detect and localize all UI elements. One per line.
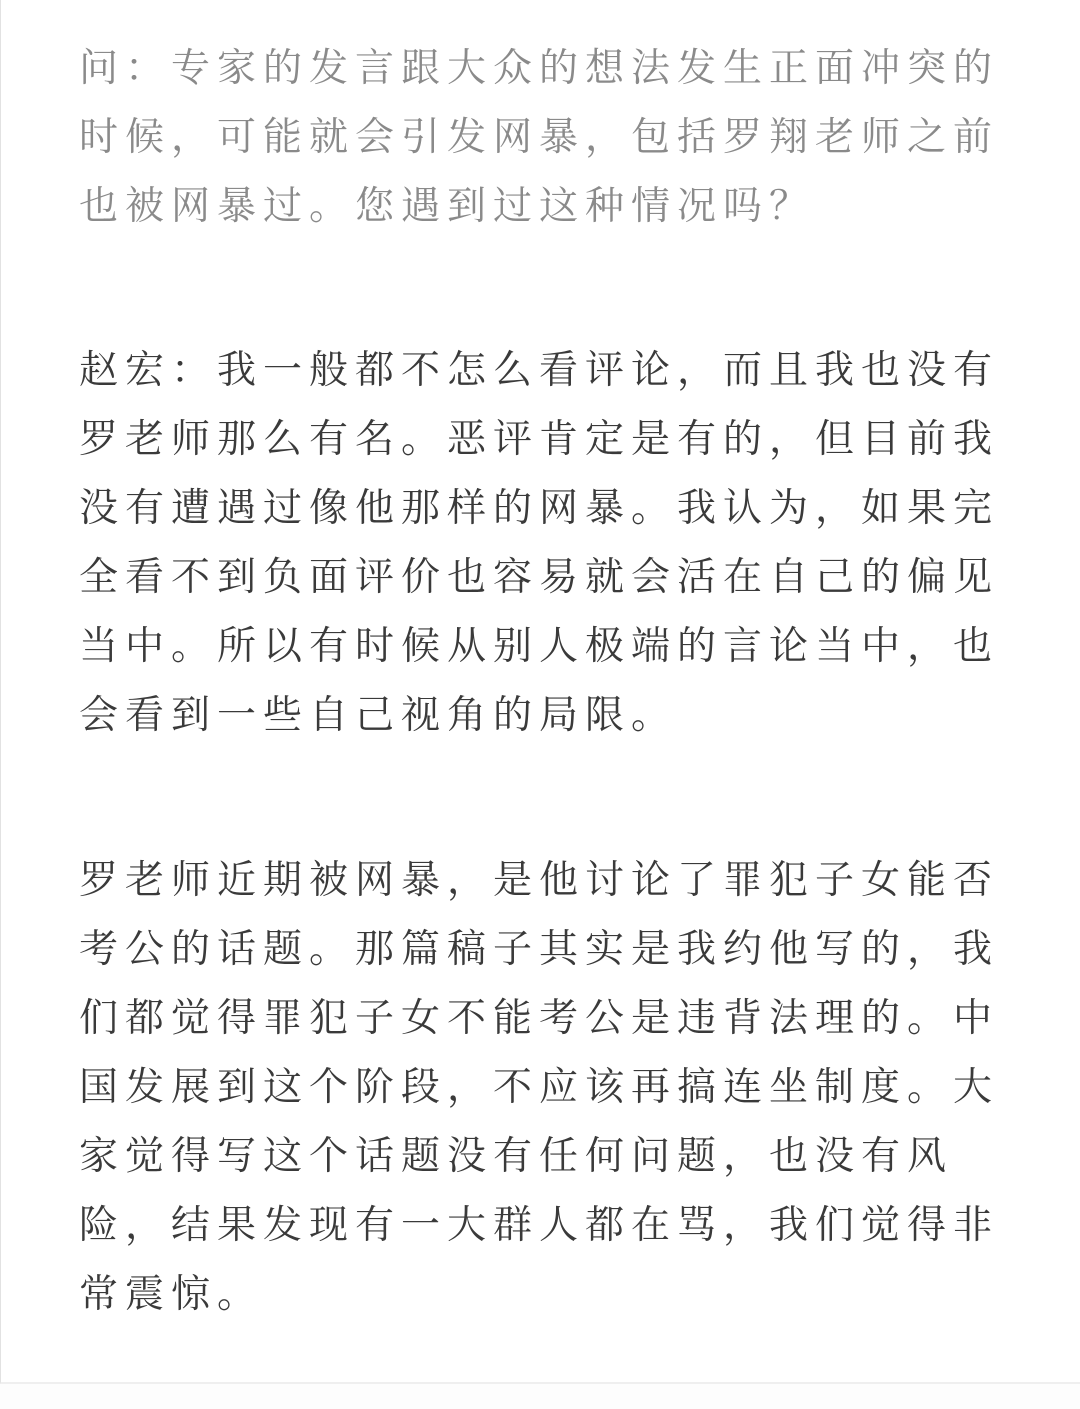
text-line: 国发展到这个阶段，不应该再搞连坐制度。大 [79,1065,1000,1110]
text-line: 全看不到负面评价也容易就会活在自己的偏见 [79,555,1000,600]
footer-strip [0,1384,1080,1409]
text-line: 险，结果发现有一大群人都在骂，我们觉得非 [79,1203,1000,1248]
text-line: 当中。所以有时候从别人极端的言论当中，也 [79,624,1000,669]
text-line: 家觉得写这个话题没有任何问题，也没有风 [79,1134,954,1179]
question-paragraph [79,34,1019,241]
text-line: 问：专家的发言跟大众的想法发生正面冲突的 [79,46,1000,91]
answer-paragraph [79,336,1019,750]
body-paragraph [79,846,1019,1329]
text-line: 会看到一些自己视角的局限。 [79,693,678,738]
text-line: 时候，可能就会引发网暴，包括罗翔老师之前 [79,115,1000,160]
text-line: 常震惊。 [79,1272,264,1317]
text-line: 也被网暴过。您遇到过这种情况吗？ [79,184,816,229]
text-line: 罗老师那么有名。恶评肯定是有的，但目前我 [79,417,1000,462]
text-line: 罗老师近期被网暴，是他讨论了罪犯子女能否 [79,858,1000,903]
text-line: 没有遭遇过像他那样的网暴。我认为，如果完 [79,486,1000,531]
text-line: 们都觉得罪犯子女不能考公是违背法理的。中 [79,996,1000,1041]
text-line: 赵宏：我一般都不怎么看评论，而且我也没有 [79,348,1000,393]
text-line: 考公的话题。那篇稿子其实是我约他写的，我 [79,927,1000,972]
